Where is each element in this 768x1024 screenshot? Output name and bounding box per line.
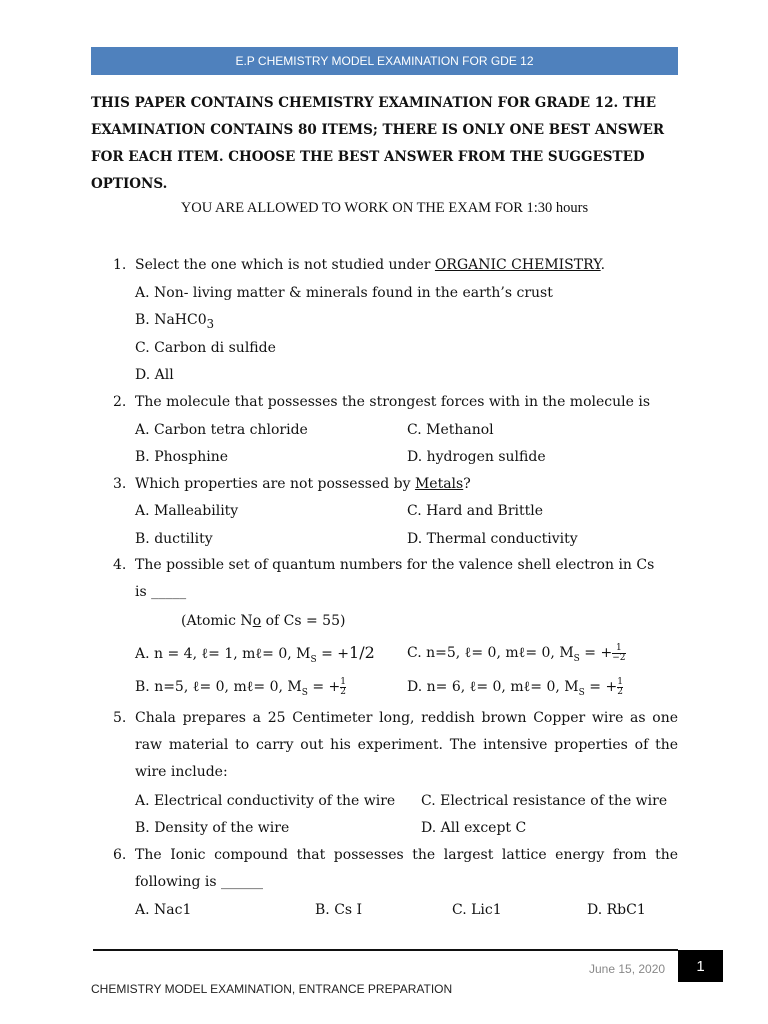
q5-option-b: B. Density of the wire (135, 820, 290, 836)
instructions-line: OPTIONS. (91, 176, 168, 192)
question-number: 6. (113, 847, 127, 863)
subscript: S (573, 653, 580, 664)
option-text: C. n=5, ℓ= 0, mℓ= 0, M (407, 645, 574, 661)
option-text: = + (316, 646, 350, 662)
q6-option-b: B. Cs I (315, 902, 363, 918)
question-5 (113, 705, 678, 786)
question-number: 4. (113, 557, 127, 573)
instructions-line: THIS PAPER CONTAINS CHEMISTRY EXAMINATION FOR GRADE 12. THE (91, 95, 656, 111)
question-number: 2. (113, 394, 127, 410)
q4-option-a (135, 643, 375, 670)
question-text (135, 471, 678, 498)
q5-option-c: C. Electrical resistance of the wire (421, 793, 668, 809)
q1-option-b (135, 310, 214, 334)
instructions-line: EXAMINATION CONTAINS 80 ITEMS; THERE IS ONLY ONE BEST ANSWER (91, 122, 665, 138)
option-text: A. n = 4, ℓ= 1, mℓ= 0, M (135, 646, 311, 662)
spin-fraction: 1/2 (349, 643, 375, 662)
subscript: S (578, 687, 585, 698)
note-text: of Cs = 55) (261, 613, 346, 629)
question-text-line: The possible set of quantum numbers for the valence shell electron in Cs (135, 557, 655, 573)
question-text: Chala prepares a 25 Centimeter long, reddish brown Copper wire as one raw material to carry out his experiment. The intensive properties of the wire include: (135, 710, 678, 780)
question-text (135, 252, 678, 279)
option-text: B. n=5, ℓ= 0, mℓ= 0, M (135, 679, 302, 695)
instructions-line: FOR EACH ITEM. CHOOSE THE BEST ANSWER FROM THE SUGGESTED (91, 149, 645, 165)
spin-fraction (617, 678, 623, 697)
fraction-denominator: −2 (612, 652, 626, 663)
option-text: = + (579, 645, 613, 661)
question-text: The Ionic compound that possesses the largest lattice energy from the following is ______ (135, 847, 678, 890)
subscript: S (310, 654, 317, 665)
question-number: 3. (113, 476, 127, 492)
q2-option-c: C. Methanol (407, 422, 494, 438)
q5-option-d: D. All except C (421, 820, 527, 836)
q1-option-a: A. Non- living matter & minerals found in the earth’s crust (135, 285, 553, 301)
q5-option-a: A. Electrical conductivity of the wire (135, 793, 396, 809)
footer-divider (93, 949, 678, 951)
spin-fraction (612, 644, 625, 663)
q2-option-d: D. hydrogen sulfide (407, 449, 546, 465)
q1-option-c: C. Carbon di sulfide (135, 340, 276, 356)
question-text-line: is _____ (135, 584, 187, 600)
question-text (135, 552, 678, 606)
q3-option-a: A. Malleability (135, 503, 239, 519)
question-number: 5. (113, 710, 127, 726)
subscript: S (301, 687, 308, 698)
footer-date: June 15, 2020 (589, 962, 666, 976)
instructions (91, 90, 681, 198)
q2-option-b: B. Phosphine (135, 449, 228, 465)
header-title: E.P CHEMISTRY MODEL EXAMINATION FOR GDE 12 (91, 47, 678, 75)
question-underlined-term: ORGANIC CHEMISTRY (434, 257, 601, 273)
question-4 (113, 552, 678, 606)
note-text: (Atomic N (181, 613, 253, 629)
option-text: B. NaHC0 (135, 312, 207, 328)
q6-option-c: C. Lic1 (452, 902, 502, 918)
option-text: = + (307, 679, 341, 695)
question-text-part: Select the one which is not studied under (135, 257, 435, 273)
page-number: 1 (678, 950, 723, 982)
question-text-part: . (600, 257, 606, 273)
fraction-numerator: 1 (340, 676, 347, 687)
q2-option-a: A. Carbon tetra chloride (135, 422, 308, 438)
option-text: = + (584, 679, 618, 695)
question-text-part: ? (463, 476, 471, 492)
q1-option-d: D. All (135, 367, 174, 383)
fraction-numerator: 1 (615, 642, 622, 653)
question-6 (113, 842, 678, 896)
fraction-denominator: 2 (617, 686, 623, 697)
time-allowed: YOU ARE ALLOWED TO WORK ON THE EXAM FOR 1:30 hours (180, 200, 589, 216)
fraction-numerator: 1 (617, 676, 623, 687)
q6-option-a: A. Nac1 (135, 902, 192, 918)
fraction-denominator: 2 (340, 686, 347, 697)
question-3 (113, 471, 678, 498)
q6-option-d: D. RbC1 (587, 902, 646, 918)
question-underlined-term: Metals (414, 476, 464, 492)
question-2 (113, 389, 678, 416)
question-text-part: Which properties are not possessed by (135, 476, 415, 492)
footer-title: CHEMISTRY MODEL EXAMINATION, ENTRANCE PREPARATION (91, 982, 453, 996)
q4-option-c (407, 643, 626, 669)
q4-option-d (407, 677, 623, 703)
question-number: 1. (113, 257, 127, 273)
q4-option-b (135, 677, 346, 703)
spin-fraction (340, 678, 346, 697)
option-text: D. n= 6, ℓ= 0, mℓ= 0, M (407, 679, 579, 695)
q3-option-c: C. Hard and Brittle (407, 503, 544, 519)
q3-option-b: B. ductility (135, 531, 213, 547)
q3-option-d: D. Thermal conductivity (407, 531, 578, 547)
subscript: 3 (206, 316, 215, 331)
question-text: The molecule that possesses the strongest forces with in the molecule is (135, 394, 650, 410)
q4-note (181, 611, 345, 631)
question-1 (113, 252, 678, 279)
note-underlined: o (252, 613, 262, 629)
